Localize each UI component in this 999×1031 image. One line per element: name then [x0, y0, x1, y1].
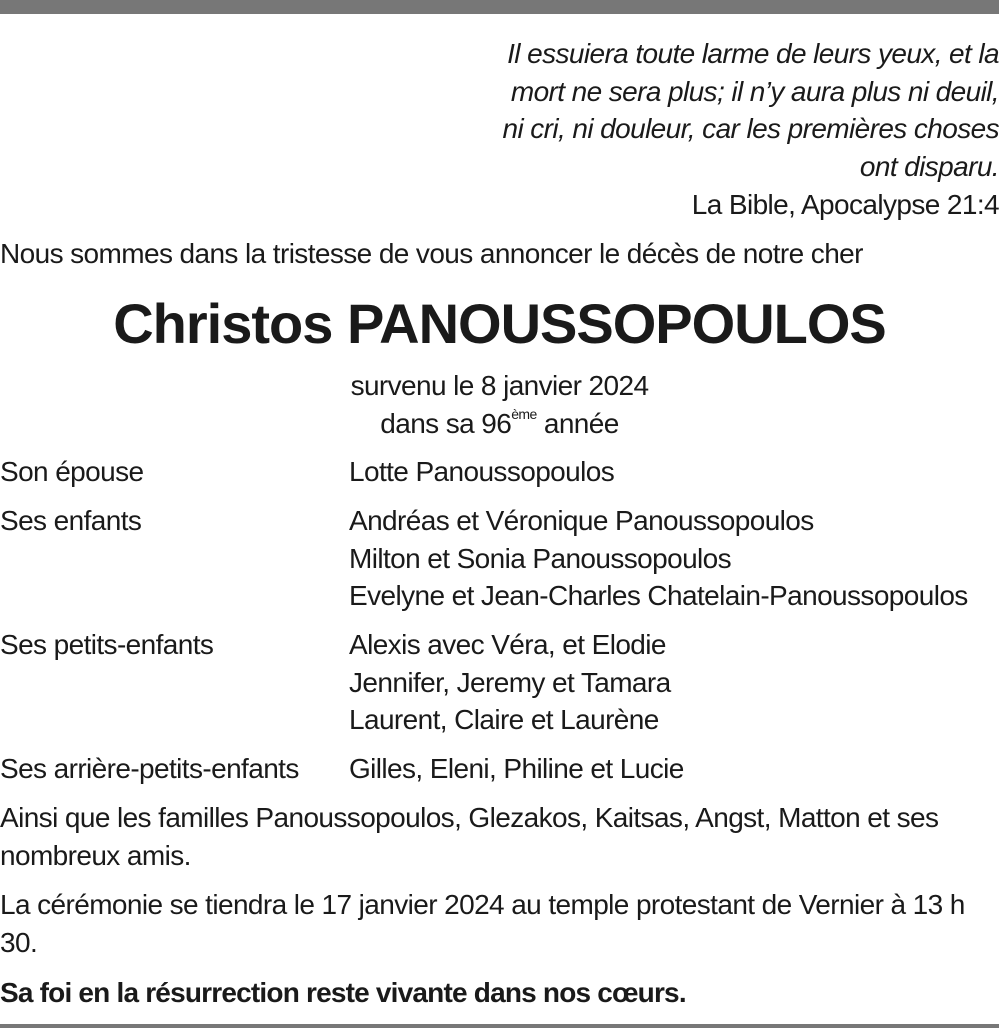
- ceremony-info: La cérémonie se tiendra le 17 janvier 2024 au temple protestant de Vernier à 13 h 30.: [0, 889, 965, 958]
- family-member: Alexis avec Véra, et Elodie: [349, 629, 666, 660]
- bottom-rule: [0, 1024, 999, 1028]
- family-member: Jennifer, Jeremy et Tamara: [349, 666, 671, 698]
- relation-names: [349, 750, 684, 788]
- relation-names: [349, 502, 968, 615]
- family-member: Laurent, Claire et Laurène: [349, 704, 659, 735]
- relation-label: Ses petits-enfants: [0, 629, 214, 660]
- bible-quote: Il essuiera toute larme de leurs yeux, et la mort ne sera plus; il n’y aura plus ni deuil, ni cri, ni douleur, car les premières choses ont disparu.: [502, 38, 999, 182]
- families-note: Ainsi que les familles Panoussopoulos, Glezakos, Kaitsas, Angst, Matton et ses nombreux amis.: [0, 802, 939, 871]
- relation-names: [349, 626, 671, 739]
- quote-source: La Bible, Apocalypse 21:4: [691, 189, 999, 220]
- family-member: Andréas et Véronique Panoussopoulos: [349, 505, 814, 536]
- family-member: Evelyne et Jean-Charles Chatelain-Panoussopoulos: [349, 580, 968, 611]
- relation-label: Son épouse: [0, 456, 144, 487]
- family-member: Milton et Sonia Panoussopoulos: [349, 542, 732, 574]
- age-line: [0, 405, 999, 443]
- age-ordinal-suffix: ème: [511, 406, 537, 422]
- relation-names: [349, 453, 614, 491]
- closing-line: Sa foi en la résurrection reste vivante dans nos cœurs.: [0, 977, 686, 1008]
- death-date: survenu le 8 janvier 2024: [350, 370, 649, 401]
- age-prefix: dans sa 96: [380, 408, 512, 439]
- deceased-name: Christos PANOUSSOPOULOS: [113, 292, 886, 355]
- announcement-intro: Nous sommes dans la tristesse de vous annoncer le décès de notre cher: [0, 238, 863, 269]
- age-suffix: année: [536, 408, 619, 439]
- family-member: Lotte Panoussopoulos: [349, 456, 615, 487]
- family-member: Gilles, Eleni, Philine et Lucie: [349, 753, 684, 784]
- death-details: [0, 367, 999, 443]
- relation-label: Ses arrière-petits-enfants: [0, 753, 299, 784]
- relation-label: Ses enfants: [0, 505, 142, 536]
